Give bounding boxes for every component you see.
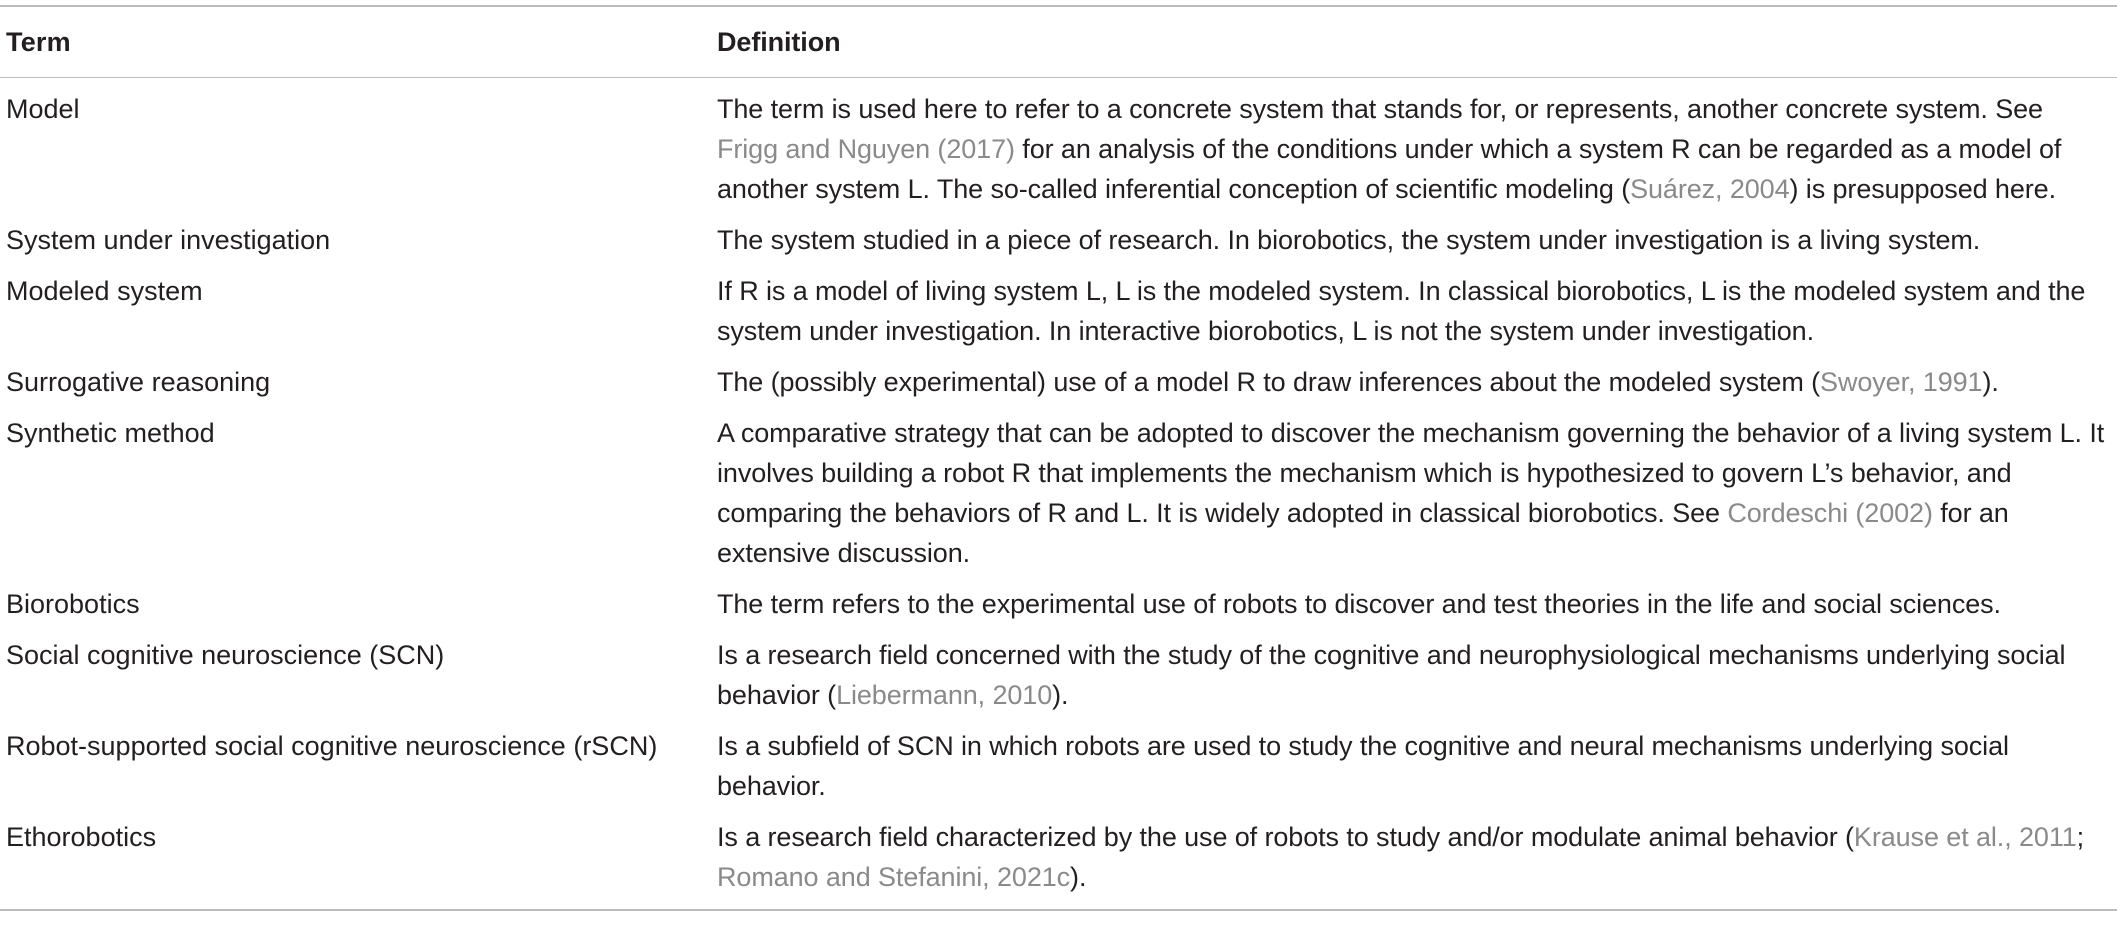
table-row (0, 626, 2117, 717)
term-cell: Ethorobotics (6, 822, 157, 852)
citation-link[interactable]: Frigg and Nguyen (2017) (717, 134, 1015, 164)
definition-cell (717, 413, 2111, 573)
table-row (0, 78, 2117, 211)
definition-text: Is a research field concerned with the study of the cognitive and neurophysiological mechanisms underlying social behavior ( (717, 640, 2066, 710)
definition-cell (717, 89, 2111, 209)
definition-cell (717, 220, 2111, 260)
table-row (0, 404, 2117, 575)
term-cell: Surrogative reasoning (6, 367, 271, 397)
table-row (0, 717, 2117, 808)
definition-text: ; (2076, 822, 2085, 852)
definition-text: If R is a model of living system L, L is the modeled system. In classical biorobotics, L is the modeled system and the system under investigation. In interactive biorobotics, L is not the system under investigation. (717, 276, 2086, 346)
definition-text: Is a research field characterized by the use of robots to study and/or modulate animal behavior ( (717, 822, 1854, 852)
citation-link[interactable]: Krause et al., 2011 (1853, 822, 2077, 852)
table-body (0, 78, 2117, 909)
term-cell: Modeled system (6, 276, 203, 306)
header-term: Term (6, 26, 71, 57)
definition-text: ). (1982, 367, 1999, 397)
definition-text: Is a subfield of SCN in which robots are used to study the cognitive and neural mechanisms underlying social behavior. (717, 731, 2009, 801)
table-row (0, 808, 2117, 909)
table-row (0, 262, 2117, 353)
citation-link[interactable]: Suárez, 2004 (1630, 174, 1790, 204)
table-row (0, 211, 2117, 262)
term-cell: Model (6, 94, 80, 124)
term-cell: Biorobotics (6, 589, 140, 619)
term-cell: Synthetic method (6, 418, 215, 448)
definition-cell (717, 635, 2111, 715)
definition-cell (717, 817, 2111, 897)
definition-text: The term refers to the experimental use of robots to discover and test theories in the life and social sciences. (717, 589, 2001, 619)
definition-text: for an analysis of the conditions under which a system R can be regarded as a model of another system L. The so-called inferential conception of scientific modeling ( (717, 134, 2062, 204)
citation-link[interactable]: Romano and Stefanini, 2021c (717, 862, 1071, 892)
definition-text: The (possibly experimental) use of a model R to draw inferences about the modeled system ( (717, 367, 1821, 397)
citation-link[interactable]: Liebermann, 2010 (836, 680, 1053, 710)
definition-cell (717, 271, 2111, 351)
definition-cell (717, 584, 2111, 624)
definition-text: ). (1070, 862, 1087, 892)
term-cell: Social cognitive neuroscience (SCN) (6, 640, 445, 670)
citation-link[interactable]: Swoyer, 1991 (1820, 367, 1983, 397)
definition-text: The term is used here to refer to a concrete system that stands for, or represents, another concrete system. See (717, 94, 2043, 124)
term-cell: Robot-supported social cognitive neuroscience (rSCN) (6, 731, 658, 761)
definition-cell (717, 362, 2111, 402)
table-bottom-rule (0, 909, 2117, 911)
table-row (0, 353, 2117, 404)
citation-link[interactable]: Cordeschi (2002) (1727, 498, 1933, 528)
table-header (0, 7, 2117, 77)
definition-text: ). (1052, 680, 1069, 710)
table-row (0, 575, 2117, 626)
definition-text: for an extensive discussion. (717, 498, 2009, 568)
definition-text: The system studied in a piece of research. In biorobotics, the system under investigation is a living system. (717, 225, 1981, 255)
definitions-table (0, 5, 2117, 911)
term-cell: System under investigation (6, 225, 331, 255)
definition-text: ) is presupposed here. (1789, 174, 2056, 204)
definition-cell (717, 726, 2111, 806)
header-definition: Definition (717, 26, 841, 57)
definition-text: A comparative strategy that can be adopted to discover the mechanism governing the behavior of a living system L. It involves building a robot R that implements the mechanism which is hypothesized to govern L’s behavior, and comparing the behaviors of R and L. It is widely adopted in classical biorobotics. See (717, 418, 2105, 528)
